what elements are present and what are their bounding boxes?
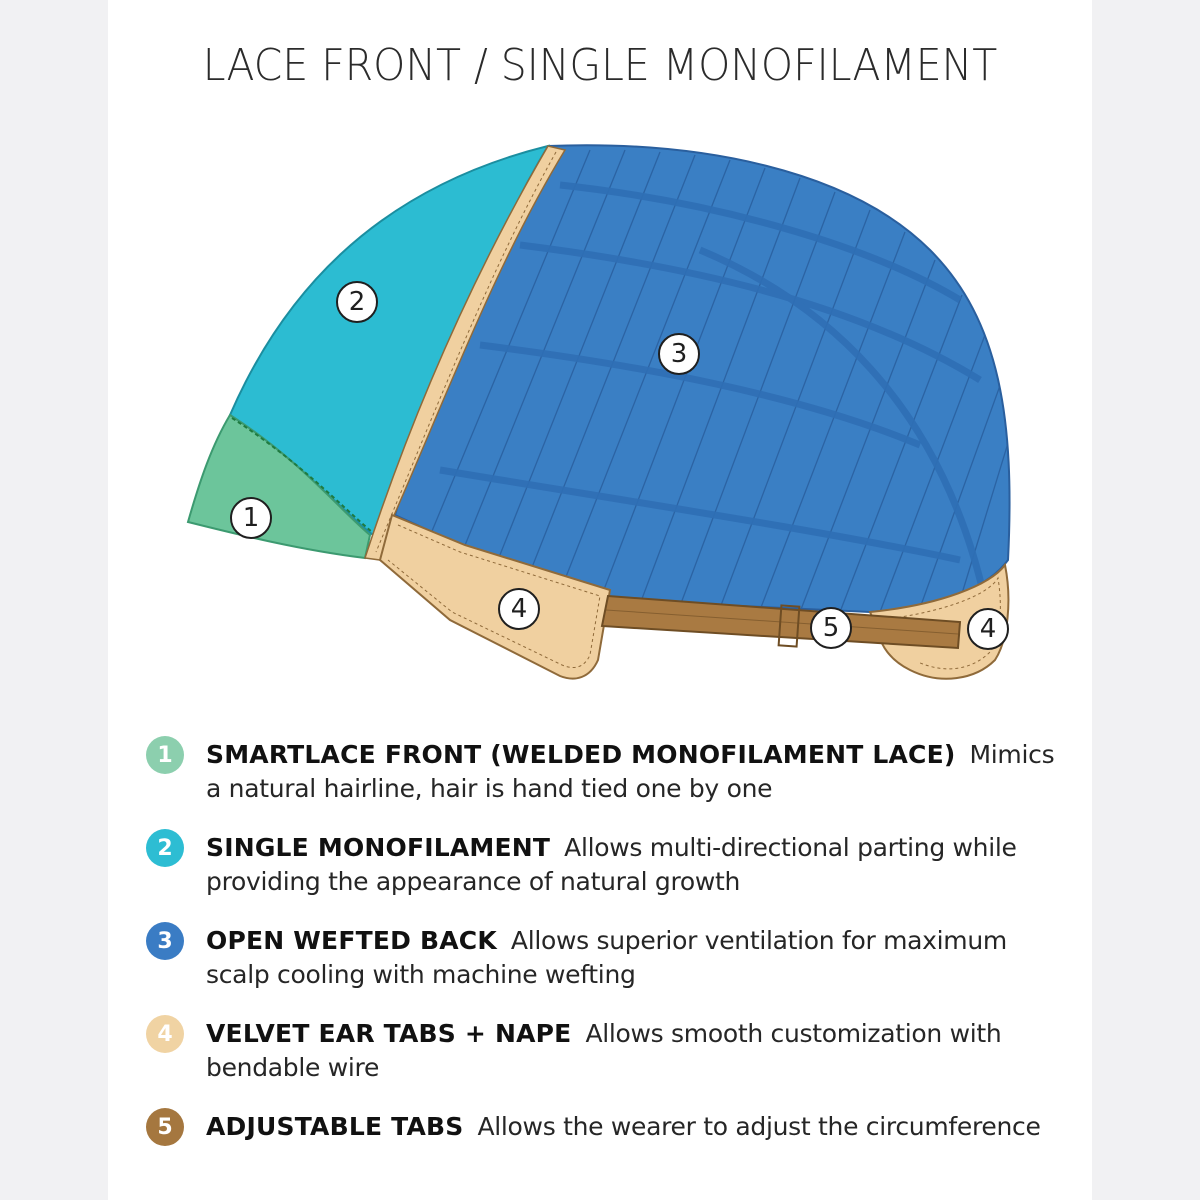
diagram-label-1 <box>231 498 271 538</box>
legend-badge: 5 <box>146 1108 184 1146</box>
legend-item-wefted-back <box>146 918 1086 1011</box>
legend-item-adjustable-tabs <box>146 1104 1086 1197</box>
legend-badge: 3 <box>146 922 184 960</box>
legend-name: OPEN WEFTED BACK <box>206 926 497 955</box>
legend-name: SMARTLACE FRONT (WELDED MONOFILAMENT LACE) <box>206 740 956 769</box>
svg-text:5: 5 <box>822 613 840 643</box>
legend-name: SINGLE MONOFILAMENT <box>206 833 551 862</box>
svg-text:1: 1 <box>242 503 260 533</box>
legend <box>146 732 1086 1197</box>
svg-text:4: 4 <box>510 594 528 624</box>
page-title: LACE FRONT / SINGLE MONOFILAMENT <box>202 40 998 91</box>
diagram-label-4-nape <box>968 609 1008 649</box>
svg-text:2: 2 <box>348 287 366 317</box>
legend-badge: 4 <box>146 1015 184 1053</box>
legend-description: Mimics a natural hairline, hair is hand tied one by one <box>206 740 1055 803</box>
legend-item-lace-front <box>146 732 1086 825</box>
legend-name: ADJUSTABLE TABS <box>206 1112 464 1141</box>
legend-description: Allows the wearer to adjust the circumference <box>477 1112 1041 1141</box>
svg-text:3: 3 <box>670 339 688 369</box>
diagram-label-2 <box>337 282 377 322</box>
svg-text:4: 4 <box>979 614 997 644</box>
legend-badge: 1 <box>146 736 184 774</box>
diagram-label-4-front <box>499 589 539 629</box>
legend-description: Allows multi-directional parting while providing the appearance of natural growth <box>206 833 1017 896</box>
legend-description: Allows smooth customization with bendable wire <box>206 1019 1002 1082</box>
legend-description: Allows superior ventilation for maximum scalp cooling with machine wefting <box>206 926 1007 989</box>
diagram-label-3 <box>659 334 699 374</box>
legend-badge: 2 <box>146 829 184 867</box>
legend-item-monofilament <box>146 825 1086 918</box>
diagram-label-5 <box>811 608 851 648</box>
legend-item-ear-tabs <box>146 1011 1086 1104</box>
legend-name: VELVET EAR TABS + NAPE <box>206 1019 572 1048</box>
